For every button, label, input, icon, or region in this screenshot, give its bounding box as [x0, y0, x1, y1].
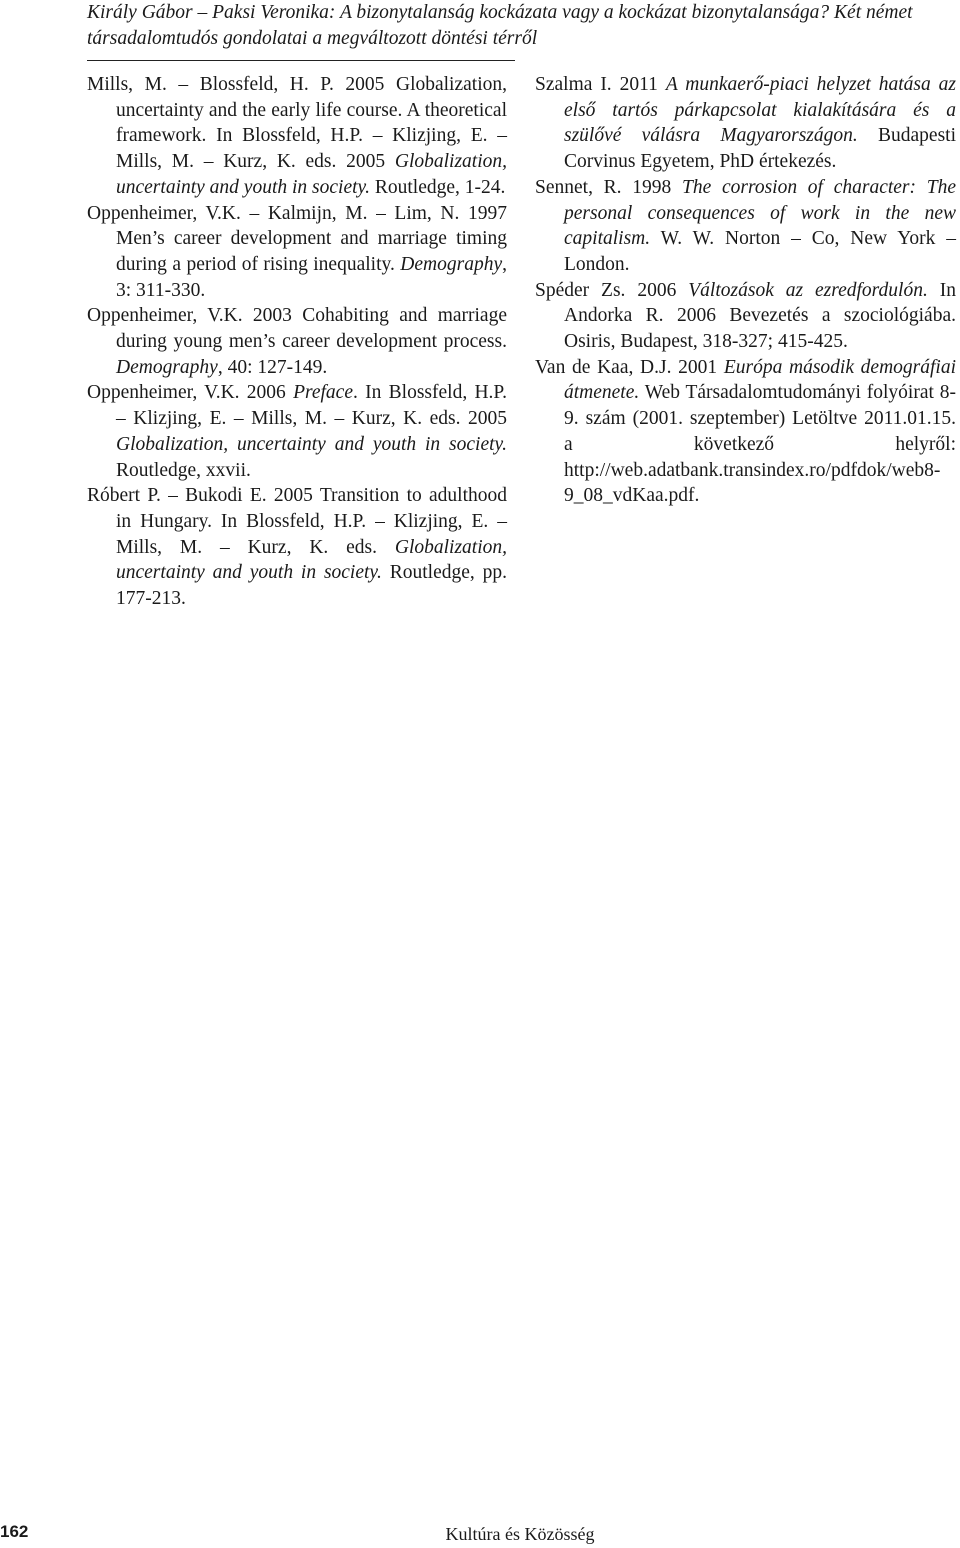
running-header	[87, 0, 917, 52]
reference-mills-blossfeld-2005: Mills, M. – Blossfeld, H. P. 2005 Globalization, uncertainty and the early life course. A theoretical framework. In Blossfeld, H.P. – Klizjing, E. – Mills, M. – Kurz, K. eds. 2005 Globalization, uncertainty and youth in society. Routledge, 1-24.	[87, 74, 507, 198]
header-rule	[87, 60, 515, 61]
reference-oppenheimer-2003: Oppenheimer, V.K. 2003 Cohabiting and marriage during young men’s career development process. Demography, 40: 127-149.	[87, 305, 507, 378]
running-header-line-1: Király Gábor – Paksi Veronika: A bizonytalanság kockázata vagy a kockázat bizonytalansága? Két német	[87, 2, 913, 23]
reference-speder-2006: Spéder Zs. 2006 Változások az ezredfordulón. In Andorka R. 2006 Bevezetés a szociológiába. Osiris, Budapest, 318-327; 415-425.	[535, 279, 956, 353]
reference-van-de-kaa-2001: Van de Kaa, D.J. 2001 Európa második demográfiai átmenete. Web Társadalomtudományi folyóirat 8-9. szám (2001. szeptember) Letöltve 2011.01.15. a következő helyről: http://web.adatbank.transindex.ro/pdfdok/web8-9_08_vdKaa.pdf.	[535, 356, 956, 507]
running-header-line-2: társadalomtudós gondolatai a megváltozott döntési térről	[87, 28, 538, 49]
reference-oppenheimer-1997: Oppenheimer, V.K. – Kalmijn, M. – Lim, N. 1997 Men’s career development and marriage timing during a period of rising inequality. Demography, 3: 311-330.	[87, 202, 507, 301]
reference-sennet-1998: Sennet, R. 1998 The corrosion of character: The personal consequences of work in the new capitalism. W. W. Norton – Co, New York – London.	[535, 176, 956, 275]
journal-title: Kultúra és Közösség	[445, 1524, 595, 1544]
references-left-column	[87, 72, 507, 612]
reference-oppenheimer-2006: Oppenheimer, V.K. 2006 Preface. In Blossfeld, H.P. – Klizjing, E. – Mills, M. – Kurz, K. eds. 2005 Globalization, uncertainty and youth in society. Routledge, xxvii.	[87, 382, 507, 481]
reference-robert-bukodi-2005: Róbert P. – Bukodi E. 2005 Transition to adulthood in Hungary. In Blossfeld, H.P. – Klizjing, E. – Mills, M. – Kurz, K. eds. Globalization, uncertainty and youth in society. Routledge, pp. 177-213.	[87, 485, 507, 610]
page-number: 162	[0, 1522, 29, 1541]
reference-szalma-2011: Szalma I. 2011 A munkaerő-piaci helyzet hatása az első tartós párkapcsolat kialakítására és a szülővé válásra Magyarországon. Budapesti Corvinus Egyetem, PhD értekezés.	[535, 74, 957, 173]
references-right-column	[535, 72, 956, 509]
